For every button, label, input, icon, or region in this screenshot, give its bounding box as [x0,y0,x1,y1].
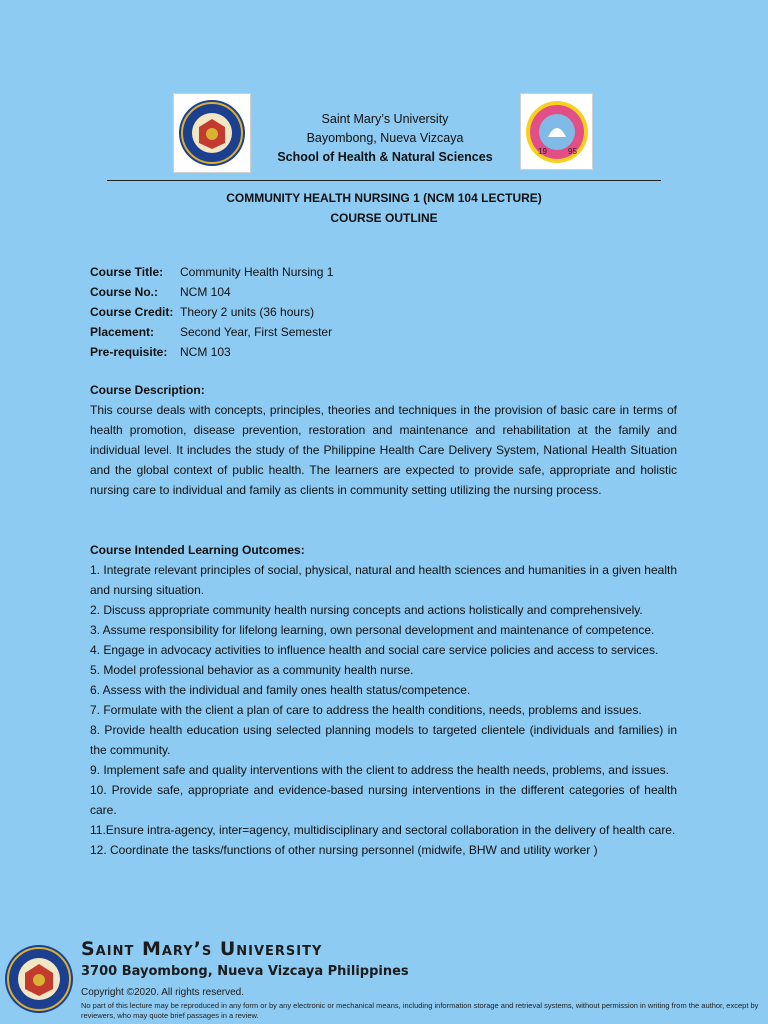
footer-seal-logo [4,940,74,1018]
outcome-item: 1. Integrate relevant principles of social, physical, natural and health sciences and humanities in a given health and nursing situation. [90,563,677,597]
outcome-item: 10. Provide safe, appropriate and evidence-based nursing interventions in the different categories of health care. [90,783,677,817]
info-label: Course Title: [90,265,164,279]
course-info-row [90,322,333,342]
outcome-item: 2. Discuss appropriate community health nursing concepts and actions holistically and comprehensively. [90,603,643,617]
learning-outcomes [90,540,677,860]
outcome-item: 5. Model professional behavior as a community health nurse. [90,663,414,677]
description-heading: Course Description: [90,383,205,397]
info-label: Placement: [90,325,155,339]
course-info-row [90,282,333,302]
outcomes-list [90,560,677,860]
header-divider [107,180,661,181]
document-title: COMMUNITY HEALTH NURSING 1 (NCM 104 LECTURE) [226,191,542,205]
footer-address: 3700 Bayombong, Nueva Vizcaya Philippines [81,964,409,979]
info-label: Course Credit: [90,305,174,319]
department-logo [520,93,593,170]
course-description [90,380,677,500]
info-label: Course No.: [90,285,159,299]
footer-copyright: Copyright ©2020. All rights reserved. [81,987,245,998]
info-value: Community Health Nursing 1 [180,265,334,279]
footer [0,930,768,1024]
info-value: Second Year, First Semester [180,325,333,339]
outcome-item: 9. Implement safe and quality interventions with the client to address the health needs, problems, and issues. [90,763,669,777]
document-subtitle: COURSE OUTLINE [330,211,438,225]
info-label: Pre-requisite: [90,345,168,359]
course-info-row [90,342,333,362]
info-value: NCM 104 [180,285,231,299]
outcomes-heading: Course Intended Learning Outcomes: [90,543,305,557]
outcome-item: 11.Ensure intra-agency, inter=agency, multidisciplinary and sectoral collaboration in the delivery of health care. [90,823,676,837]
outcome-item: 4. Engage in advocacy activities to influence health and social care service policies and access to services. [90,643,659,657]
university-location: Bayombong, Nueva Vizcaya [306,131,464,145]
header-block [250,110,520,167]
course-info-row [90,302,333,322]
school-name: School of Health & Natural Sciences [277,150,493,164]
info-value: Theory 2 units (36 hours) [180,305,315,319]
course-info [90,262,333,362]
logo-year-left: 19 [537,146,547,156]
footer-university-name: Saint Mary’s University [81,938,323,960]
university-seal-logo [173,93,251,173]
course-info-row [90,262,333,282]
outcome-item: 6. Assess with the individual and family ones health status/competence. [90,683,471,697]
outcome-item: 3. Assume responsibility for lifelong learning, own personal development and maintenance of competence. [90,623,655,637]
outcome-item: 12. Coordinate the tasks/functions of other nursing personnel (midwife, BHW and utility worker ) [90,843,598,857]
logo-year-right: 95 [567,146,577,156]
info-value: NCM 103 [180,345,231,359]
document-title-block [0,188,768,228]
university-name: Saint Mary’s University [321,112,449,126]
description-text: This course deals with concepts, principles, theories and techniques in the provision of basic care in terms of health promotion, disease prevention, restoration and maintenance and rehabilitation at the family and individual level. It includes the study of the Philippine Health Care Delivery System, National Health Situation and the global context of public health. The learners are expected to provide safe, appropriate and holistic nursing care to individual and family as clients in community setting utilizing the nursing process. [90,403,677,497]
footer-notice: No part of this lecture may be reproduced in any form or by any electronic or mechanical means, including information storage and retrieval systems, without permission in writing from the author, except by reviewers, who may quote brief passages in a review. [81,1001,759,1020]
outcome-item: 8. Provide health education using selected planning models to targeted clientele (individuals and families) in the community. [90,723,677,757]
outcome-item: 7. Formulate with the client a plan of care to address the health conditions, needs, problems and issues. [90,703,642,717]
